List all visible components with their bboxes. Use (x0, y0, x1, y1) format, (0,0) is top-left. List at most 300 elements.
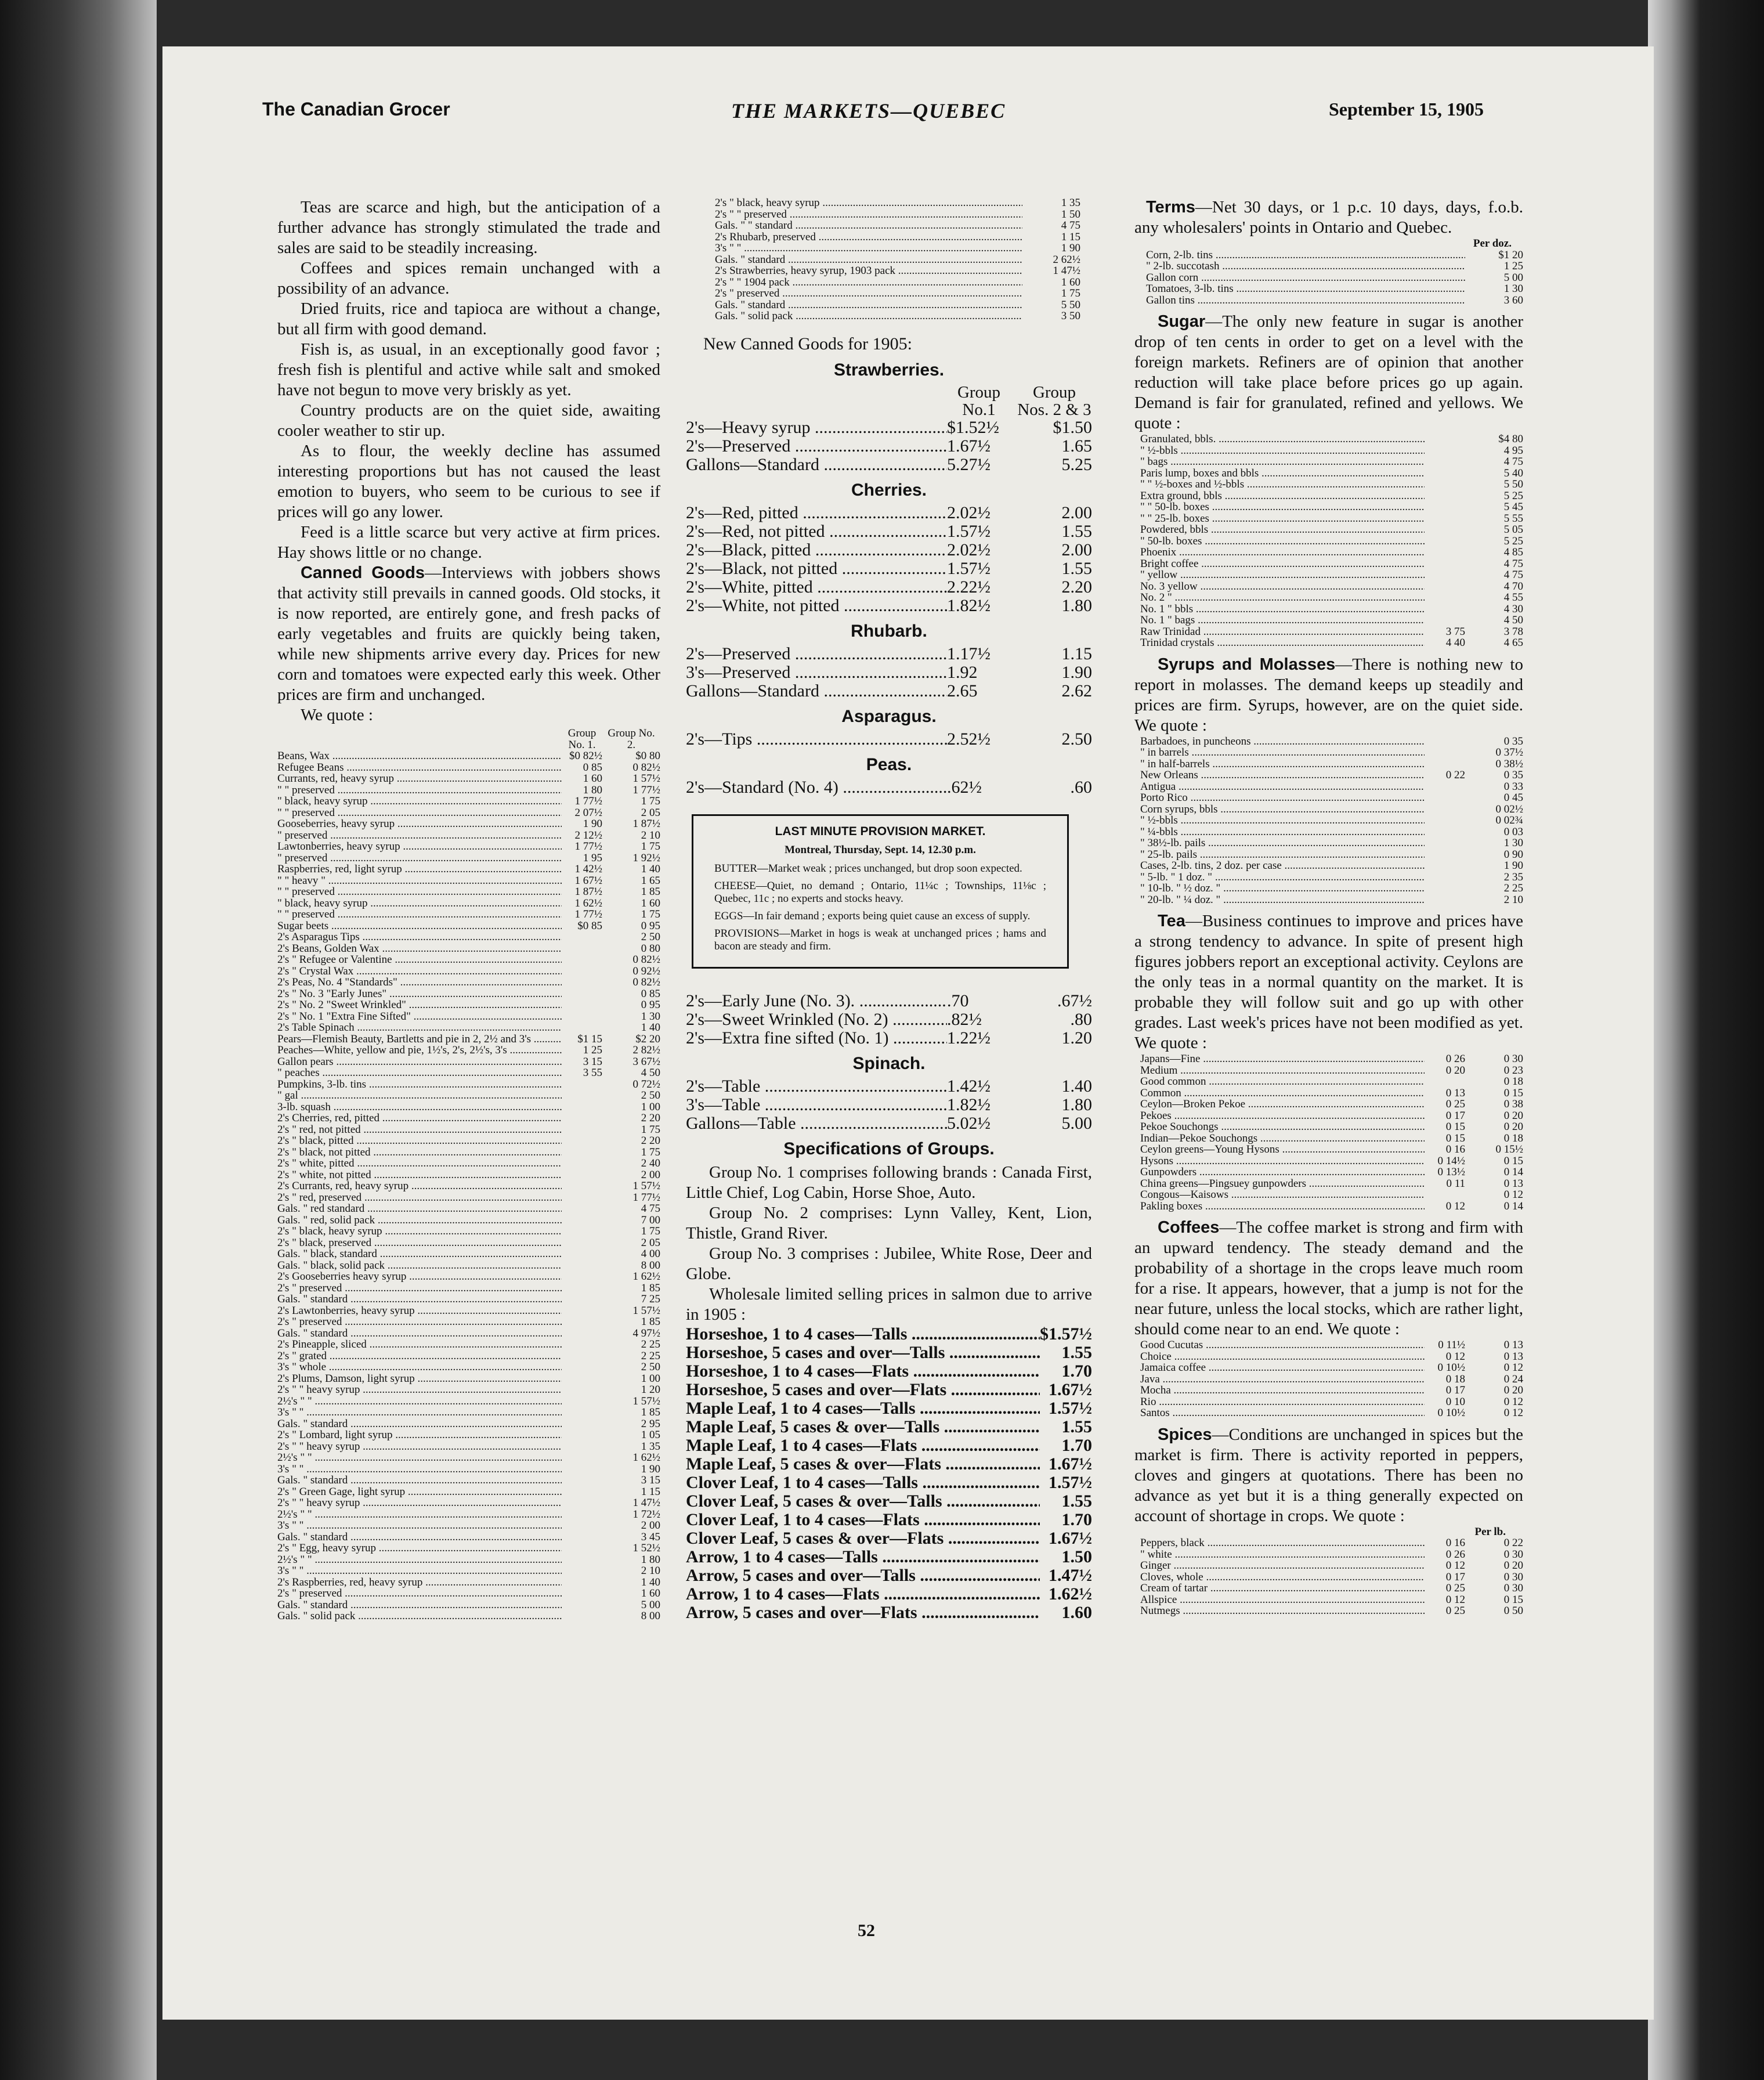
price-high: 2 00 (641, 1520, 660, 1532)
price-high: 1 00 (641, 1373, 660, 1384)
price-high: 4 50 (1503, 615, 1523, 626)
price-low: 1 67½ (574, 875, 602, 886)
price-row (686, 578, 1092, 597)
price-low: 0 10½ (1437, 1362, 1465, 1374)
spices-text: —Conditions are unchanged in spices but the market is firm. There is activity reported in peppers, cloves and gingers at quotations. There has been no advance as yet but it is a thing generally expected on account of shortage in crops. We quote : (1134, 1425, 1523, 1525)
price-row (1140, 1189, 1523, 1201)
price-row (686, 1114, 1092, 1133)
group1-price: 5.02½ (947, 1113, 991, 1133)
item-name: " preserved ..... (277, 830, 562, 842)
price-row (277, 1396, 660, 1407)
price-row (715, 288, 1080, 299)
item-name: Powdered, bbls ..... (1140, 524, 1425, 536)
price-row (277, 1079, 660, 1090)
price-low: 0 17 (1445, 1110, 1465, 1121)
price-high: 2 50 (641, 1362, 660, 1373)
item-name: 2's—Black, pitted ..... (686, 541, 947, 559)
price-row (1140, 1144, 1523, 1155)
item-name: 2's—Table ..... (686, 1077, 947, 1096)
price-low (562, 1532, 602, 1543)
canned-goods-paragraph (277, 563, 660, 705)
provision-market-title: LAST MINUTE PROVISION MARKET. (775, 824, 986, 838)
group23-price: 1.80 (1061, 595, 1092, 615)
price-low: 0 22 (1445, 770, 1465, 781)
item-name: Gallon pears ..... (277, 1056, 562, 1068)
item-name: " peaches ..... (277, 1067, 562, 1079)
price-high: 0 15½ (1495, 1144, 1523, 1155)
price-row (1140, 1088, 1523, 1099)
price-high: 0 95 (641, 920, 660, 931)
tea-lead: Tea (1158, 912, 1185, 930)
price-row (277, 1520, 660, 1532)
item-name: Gallons—Standard ..... (686, 682, 947, 700)
price-row (1140, 1549, 1523, 1561)
item-name: Horseshoe, 1 to 4 cases—Talls ..... (686, 1325, 1040, 1344)
price-row (277, 909, 660, 920)
price-row (686, 418, 1092, 437)
price-high: 2 00 (641, 1169, 660, 1180)
price: 1.67½ (1049, 1528, 1092, 1548)
price-high: 2 82½ (632, 1045, 660, 1056)
price-low (1425, 558, 1465, 570)
price-row (277, 1429, 660, 1441)
price-row (1140, 445, 1523, 457)
price-row (277, 875, 660, 887)
item-name: 2's Pineapple, sliced ..... (277, 1339, 562, 1350)
item-name: Corn syrups, bbls ..... (1140, 804, 1425, 815)
item-name: " black, heavy syrup ..... (277, 796, 562, 807)
item-name: Gallon tins ..... (1146, 295, 1465, 306)
item-name: Ginger ..... (1140, 1560, 1425, 1572)
price-low: 0 26 (1445, 1053, 1465, 1065)
item-name: " ½-bbls ..... (1140, 815, 1425, 826)
price-low (1425, 849, 1465, 861)
price-row (277, 1305, 660, 1317)
new-canned-goods-title: New Canned Goods for 1905: (703, 334, 912, 353)
price-row (277, 943, 660, 955)
price-row (715, 310, 1080, 322)
price-row (277, 1294, 660, 1305)
price-high: 0 13 (1503, 1350, 1523, 1362)
price: 1 60 (1061, 276, 1080, 288)
group1-price: .82½ (947, 1009, 982, 1029)
price-low: 0 18 (1445, 1373, 1465, 1385)
syrups-price-list (1140, 736, 1523, 906)
price-low (1425, 860, 1465, 872)
cherries-prices (686, 504, 1092, 615)
price-low (1425, 736, 1465, 748)
provision-market-date: Montreal, Thursday, Sept. 14, 12.30 p.m. (785, 843, 976, 856)
item-name: Arrow, 1 to 4 cases—Flats ..... (686, 1585, 1040, 1604)
group23-price: 1.55 (1061, 558, 1092, 578)
price-row (686, 1344, 1092, 1362)
price-row (1140, 872, 1523, 883)
price: $1 20 (1498, 249, 1523, 261)
group23-price: 1.55 (1061, 521, 1092, 541)
price-high: 0 20 (1503, 1385, 1523, 1396)
price-row (686, 456, 1092, 474)
price-high: 1 20 (641, 1384, 660, 1396)
item-name: 2's " black, heavy syrup ..... (277, 1226, 562, 1237)
price-low (1425, 434, 1465, 445)
group23-price: 2.62 (1061, 681, 1092, 700)
price-low: 0 10½ (1437, 1407, 1465, 1419)
price-low (562, 1497, 602, 1509)
price-high: 1 92½ (632, 852, 660, 864)
price-row (277, 1102, 660, 1113)
price-row (277, 864, 660, 875)
price-row (277, 830, 660, 842)
price-row (1140, 1583, 1523, 1594)
market-paragraph: As to flour, the weekly decline has assumed interesting proportions but has not caused the least emotion to buyers, who seem to be curious to see if prices will go any lower. (277, 442, 660, 521)
price-high: 0 37½ (1495, 747, 1523, 759)
item-name: " 10-lb. " ½ doz. " ..... (1140, 883, 1425, 894)
price: 1.55 (1061, 1491, 1092, 1511)
price-low: 0 15 (1445, 1121, 1465, 1133)
price: 1.62½ (1049, 1584, 1092, 1604)
price-row (277, 1497, 660, 1509)
price-row (277, 1475, 660, 1486)
price-row (1140, 1065, 1523, 1077)
price-row (277, 1226, 660, 1237)
group23-price: 1.15 (1061, 644, 1092, 663)
price-high: 8 00 (641, 1259, 660, 1271)
price-low (1425, 894, 1465, 906)
item-name: Cream of tartar ..... (1140, 1583, 1425, 1594)
group1-price: .70 (947, 991, 969, 1010)
item-name: Clover Leaf, 5 cases & over—Talls ..... (686, 1492, 1040, 1511)
item-name: " 38½-lb. pails ..... (1140, 837, 1425, 849)
price-high: 5 05 (1503, 524, 1523, 536)
spices-price-list (1140, 1526, 1523, 1617)
price-high: 4 95 (1503, 445, 1523, 456)
item-name: " ¼-bbls ..... (1140, 826, 1425, 838)
price-low: 1 95 (583, 852, 602, 864)
price-row (686, 1492, 1092, 1511)
item-name: No. 3 yellow ..... (1140, 581, 1425, 593)
per-lb-header: Per lb. (1474, 1525, 1506, 1538)
group23-price: 1.80 (1061, 1095, 1092, 1114)
price-row (277, 750, 660, 762)
canned-goods-text: —Interviews with jobbers shows that activity still prevails in canned goods. Old stocks, it is now reported, are entirely gone, and fresh packs of early vegetables and fruits are quickly being taken, while new shipments arrive every day. Prices for new corn and tomatoes were expected early this week. Other prices are firm and unchanged. (277, 564, 661, 704)
tea-paragraph (1134, 911, 1523, 1053)
price-low (562, 1396, 602, 1407)
price-row (686, 437, 1092, 456)
sugar-price-list (1140, 434, 1523, 649)
item-name: Clover Leaf, 1 to 4 cases—Flats ..... (686, 1511, 1040, 1529)
price-row (715, 299, 1080, 311)
price-high: 0 80 (641, 943, 660, 954)
price-low (562, 1180, 602, 1192)
price-low (1425, 1189, 1465, 1201)
item-name: 2's " preserved ..... (715, 288, 1022, 299)
group-header (277, 728, 660, 750)
price-low: 3 55 (583, 1067, 602, 1079)
price-high: 1 60 (641, 1588, 660, 1599)
price-low (562, 1158, 602, 1169)
price-row (1140, 479, 1523, 490)
price-low (562, 1124, 602, 1136)
price-high: 1 75 (641, 909, 660, 920)
item-name: Beans, Wax ..... (277, 750, 562, 762)
price-high: 0 35 (1503, 770, 1523, 781)
price-low (562, 1215, 602, 1226)
price-low: 0 16 (1445, 1537, 1465, 1549)
price-row (1140, 524, 1523, 536)
price-low: 0 85 (583, 761, 602, 773)
price-row (1140, 747, 1523, 759)
group23-price: 1.20 (1061, 1028, 1092, 1048)
item-name: 3's—Preserved ..... (686, 663, 947, 682)
price-row (277, 886, 660, 898)
price-high: 2 50 (641, 931, 660, 943)
item-name: Cloves, whole ..... (1140, 1572, 1425, 1583)
price-row (277, 1271, 660, 1283)
item-name: Gunpowders ..... (1140, 1167, 1425, 1178)
item-name: 3's " " ..... (277, 1407, 562, 1418)
price-row (277, 1056, 660, 1068)
peas-graded-prices (686, 992, 1092, 1048)
price-low (1425, 615, 1465, 626)
price-high: 0 23 (1503, 1064, 1523, 1076)
price-row (686, 559, 1092, 578)
price-row (715, 277, 1080, 288)
item-name: 2's " white, not pitted ..... (277, 1169, 562, 1181)
price-high: 4 85 (1503, 547, 1523, 558)
item-name: 2's—Early June (No. 3). ..... (686, 992, 947, 1010)
price-high: 2 25 (641, 1339, 660, 1350)
price-row (277, 1418, 660, 1430)
price-row (715, 243, 1080, 254)
item-name: Gals. " standard ..... (715, 299, 1022, 311)
price: 1 50 (1061, 208, 1080, 220)
price-low (562, 1509, 602, 1521)
price-high: 5 25 (1503, 535, 1523, 547)
price-high: 4 70 (1503, 580, 1523, 592)
item-name: Good Cucutas ..... (1140, 1339, 1425, 1351)
price-row (277, 1067, 660, 1079)
price-row (1140, 1121, 1523, 1133)
item-name: 2's Lawtonberries, heavy syrup ..... (277, 1305, 562, 1317)
price-high: 0 38½ (1495, 758, 1523, 770)
price-high: 3 78 (1503, 626, 1523, 637)
item-name: " in barrels ..... (1140, 747, 1425, 759)
price-high: 2 25 (641, 1350, 660, 1362)
price-high: 1 65 (641, 875, 660, 886)
price-low (1425, 468, 1465, 479)
price-low (562, 1102, 602, 1113)
group1-price: 1.42½ (947, 1076, 991, 1096)
price-row (686, 1399, 1092, 1418)
price-high: 0 12 (1503, 1407, 1523, 1419)
market-paragraph: Coffees and spices remain unchanged with a possibility of an advance. (277, 259, 660, 298)
price-row (686, 1096, 1092, 1114)
item-name: 2's Peas, No. 4 "Standards" ..... (277, 977, 562, 988)
intro-paragraphs (277, 197, 660, 563)
price-row (277, 1610, 660, 1622)
item-name: Currants, red, heavy syrup ..... (277, 773, 562, 785)
price-low (562, 1429, 602, 1441)
price-low (562, 1610, 602, 1622)
price: 1.57½ (1049, 1472, 1092, 1492)
price-row (1140, 792, 1523, 804)
item-name: " yellow ..... (1140, 569, 1425, 581)
price-high: 5 55 (1503, 512, 1523, 524)
group23-price: .60 (1070, 777, 1092, 797)
price-high: 0 50 (1503, 1605, 1523, 1617)
item-name: 2's—Preserved ..... (686, 645, 947, 663)
price-row (277, 1316, 660, 1328)
price-high: 2 25 (1503, 883, 1523, 894)
price-row (277, 796, 660, 807)
price-high: 2 05 (641, 1237, 660, 1248)
item-name: 2's Asparagus Tips ..... (277, 931, 562, 943)
price-row (277, 1339, 660, 1350)
item-name: Gals. " standard ..... (277, 1532, 562, 1543)
price-low: 0 12 (1445, 1560, 1465, 1572)
item-name: 3-lb. squash ..... (277, 1102, 562, 1113)
price-high: 5 50 (1503, 479, 1523, 490)
item-name: " white ..... (1140, 1549, 1425, 1561)
item-name: 2's " No. 2 "Sweet Wrinkled" ..... (277, 999, 562, 1011)
price-row (277, 920, 660, 932)
item-name: Trinidad crystals ..... (1140, 637, 1425, 649)
price-row (1140, 1594, 1523, 1606)
price-row (686, 1585, 1092, 1604)
coffees-text: —The coffee market is strong and firm with an upward tendency. The steady demand and the probability of a shortage in the crops leave much room for a rise. It appears, however, that a jump is not for the near future, unless the local stocks, which are rather light, should come near to an end. We quote : (1134, 1218, 1523, 1338)
price-high: $4 80 (1498, 434, 1523, 445)
price-low (562, 1565, 602, 1577)
item-name: Refugee Beans ..... (277, 762, 562, 774)
price-row (686, 522, 1092, 541)
item-name: 2's " No. 3 "Early Junes" ..... (277, 988, 562, 1000)
item-name: 2½'s " " ..... (277, 1396, 562, 1407)
price-high: 0 90 (1503, 848, 1523, 860)
item-name: " 25-lb. pails ..... (1140, 849, 1425, 861)
price-row (1140, 1178, 1523, 1190)
price-high: 1 75 (641, 796, 660, 807)
item-name: Pekoes ..... (1140, 1110, 1425, 1122)
price-row (1140, 826, 1523, 838)
group1-price: 2.02½ (947, 503, 991, 522)
price-low (1425, 792, 1465, 804)
price-high: 4 75 (1503, 456, 1523, 468)
price-high: 2 95 (641, 1418, 660, 1429)
price-row (1140, 1339, 1523, 1351)
item-name: Ceylon—Broken Pekoe ..... (1140, 1099, 1425, 1110)
price-low (562, 954, 602, 966)
item-name: Medium ..... (1140, 1065, 1425, 1077)
strawberries-prices (686, 418, 1092, 474)
price-row (277, 1147, 660, 1158)
price-row (1140, 468, 1523, 479)
item-name: 2's " Lombard, light syrup ..... (277, 1429, 562, 1441)
price-high: 4 65 (1503, 637, 1523, 649)
coffees-price-list (1140, 1339, 1523, 1419)
price-low: 0 14½ (1437, 1155, 1465, 1167)
item-name: Gals. " standard ..... (277, 1294, 562, 1305)
price-high: 1 77½ (632, 1191, 660, 1203)
item-name: Mocha ..... (1140, 1385, 1425, 1396)
group1-price: 2.65 (947, 681, 978, 700)
market-paragraph: Feed is a little scarce but very active at firm prices. Hay shows little or no change. (277, 523, 660, 562)
price-high: 0 12 (1503, 1189, 1523, 1201)
price-low (562, 1169, 602, 1181)
price-row (1140, 569, 1523, 581)
price-low: 0 15 (1445, 1132, 1465, 1144)
price-row (277, 1532, 660, 1543)
price-low (562, 1147, 602, 1158)
price-row (277, 1034, 660, 1045)
item-name: 3's " " ..... (277, 1520, 562, 1532)
price-high: 5 25 (1503, 490, 1523, 501)
item-name: Hysons ..... (1140, 1155, 1425, 1167)
item-name: Pekoe Souchongs ..... (1140, 1121, 1425, 1133)
price-row (1140, 849, 1523, 861)
price-row (1140, 883, 1523, 894)
price-row (686, 1474, 1092, 1492)
price: 1.67½ (1049, 1454, 1092, 1474)
price-low (1425, 872, 1465, 883)
price-high: 1 57½ (632, 1180, 660, 1192)
price-low: 0 12 (1445, 1350, 1465, 1362)
price-low: 1 62½ (574, 897, 602, 909)
price-high: 1 72½ (632, 1508, 660, 1520)
item-name: 2's " " heavy syrup ..... (277, 1441, 562, 1453)
price: 1.57½ (1049, 1398, 1092, 1418)
price: 1.55 (1061, 1417, 1092, 1436)
price-high: 2 35 (1503, 871, 1523, 883)
price-high: 1 90 (1503, 860, 1523, 872)
price-high: 1 40 (641, 864, 660, 875)
we-quote-label: We quote : (301, 706, 373, 724)
item-name: 2's " red, preserved ..... (277, 1192, 562, 1204)
price-high: 0 35 (1503, 735, 1523, 747)
price-row (1146, 272, 1523, 284)
per-doz-header: Per doz. (1473, 237, 1512, 250)
price-row (277, 1554, 660, 1566)
price: 5 50 (1061, 299, 1080, 310)
price-row (277, 1124, 660, 1136)
price-low (562, 1373, 602, 1385)
price-row (1140, 804, 1523, 815)
price-row (277, 999, 660, 1011)
market-paragraph: Country products are on the quiet side, awaiting cooler weather to stir up. (277, 401, 660, 440)
price-row (1140, 759, 1523, 770)
price-low: 0 16 (1445, 1144, 1465, 1155)
item-name: 2's " No. 1 "Extra Fine Sifted" ..... (277, 1011, 562, 1023)
price-row (1140, 592, 1523, 604)
item-name: Peppers, black ..... (1140, 1537, 1425, 1549)
price-row (277, 1260, 660, 1272)
price-high: 4 75 (1503, 569, 1523, 581)
price-low (562, 1011, 602, 1023)
item-name: Clover Leaf, 1 to 4 cases—Talls ..... (686, 1474, 1040, 1492)
item-name: 3's " whole ..... (277, 1362, 562, 1373)
group1-price: 1.82½ (947, 595, 991, 615)
price-high: 0 30 (1503, 1571, 1523, 1583)
price-row (686, 645, 1092, 663)
item-name: 2's " black, heavy syrup ..... (715, 197, 1022, 209)
price-row (715, 265, 1080, 277)
group-header (686, 384, 1092, 418)
item-name: 2's—Tips ..... (686, 730, 947, 749)
butter-report: BUTTER—Market weak ; prices unchanged, but drop soon expected. (714, 862, 1022, 875)
asparagus-title: Asparagus. (841, 706, 937, 726)
item-name: 2's " preserved ..... (277, 1283, 562, 1294)
price-low (1425, 479, 1465, 490)
item-name: 2's—Black, not pitted ..... (686, 559, 947, 578)
